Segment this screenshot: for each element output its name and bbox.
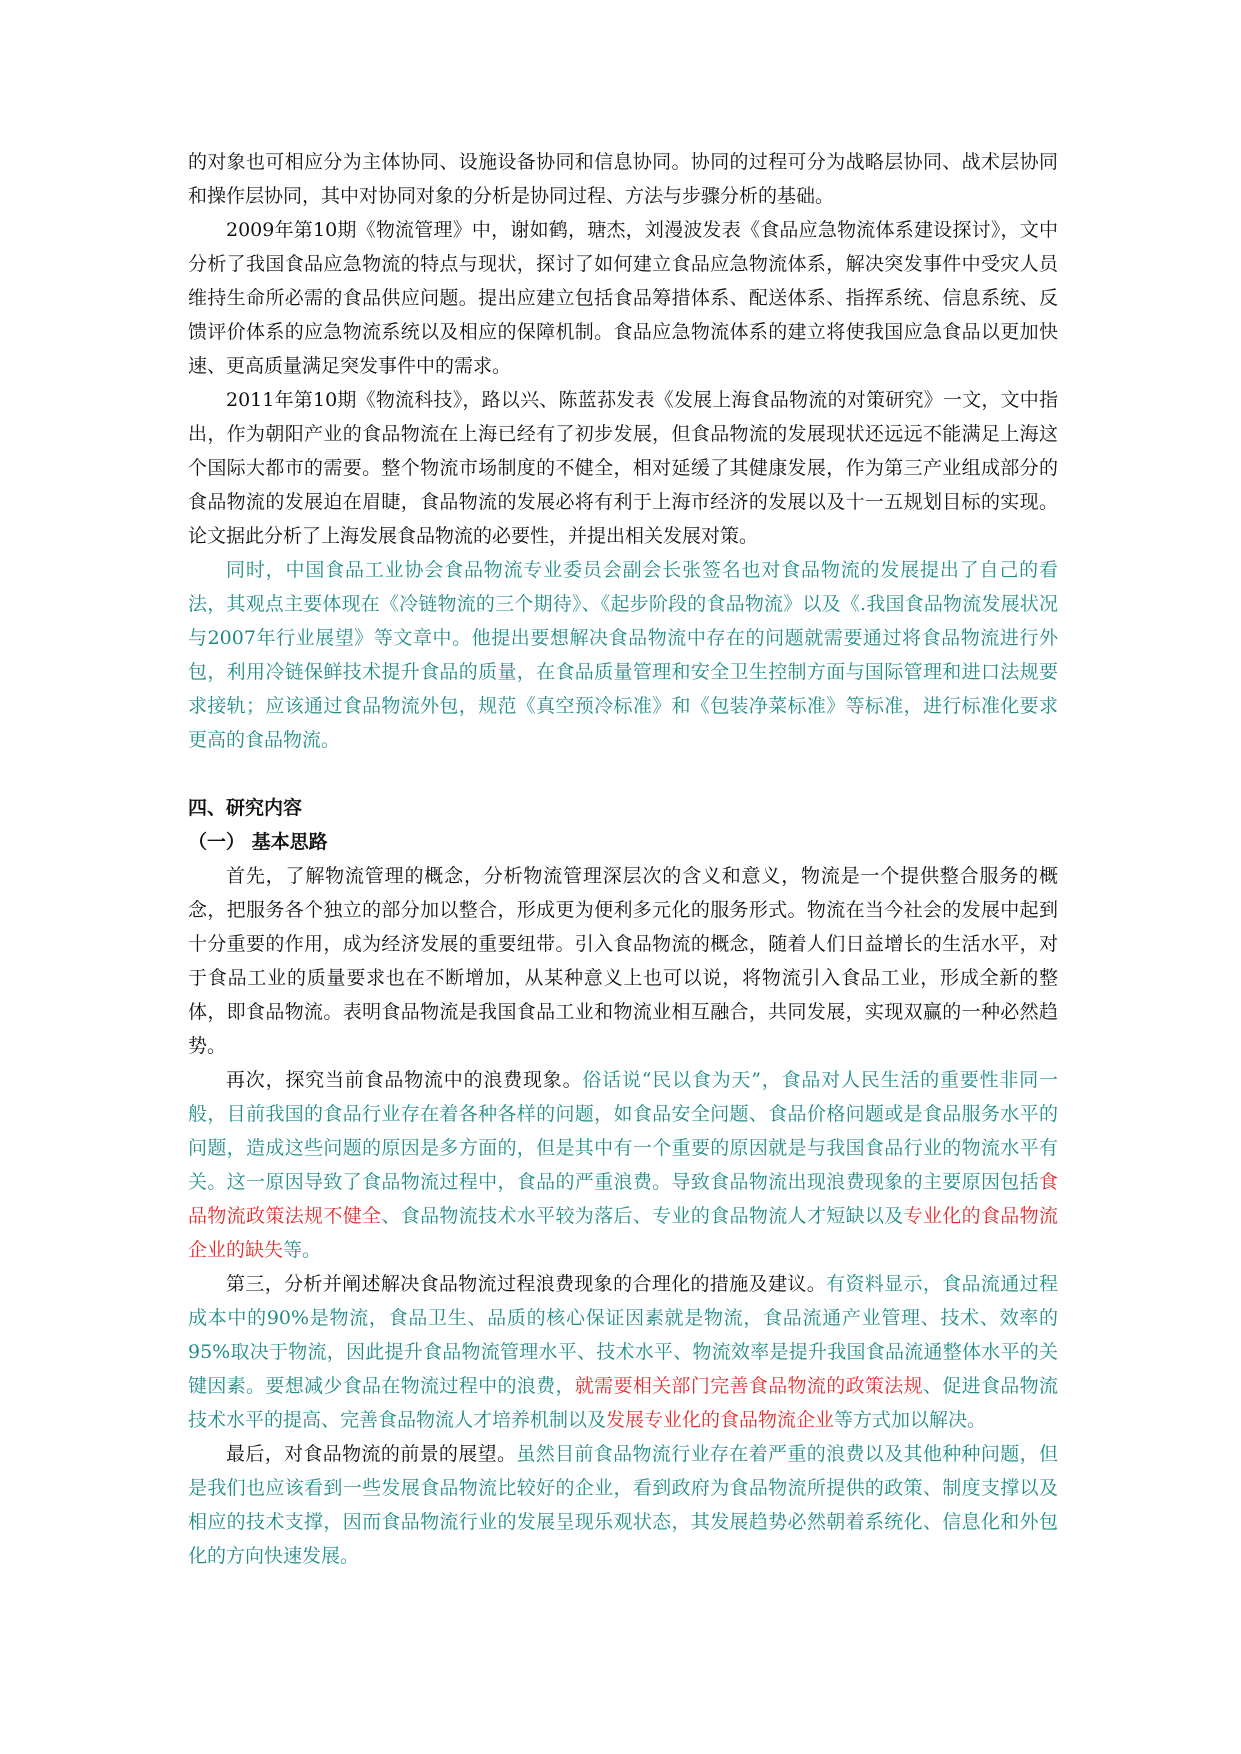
text-span: 再次，探究当前食品物流中的浪费现象。 bbox=[226, 1069, 583, 1091]
paragraph-collaboration bbox=[188, 145, 1058, 213]
teal-text-span: 、食品物流技术水平较为落后、专业的食品物流人才短缺以及 bbox=[381, 1205, 904, 1227]
paragraph-last bbox=[188, 1437, 1058, 1573]
teal-text-span: 、促进食品物流技术水平的提高、完善食品物流人才培养机制以及 bbox=[188, 1375, 1058, 1431]
text-span: 首先，了解物流管理的概念，分析物流管理深层次的含义和意义，物流是一个提供整合服务的概念，把服务各个独立的部分加以整合，形成更为便利多元化的服务形式。物流在当今社会的发展中起到十分重要的作用，成为经济发展的重要纽带。引入食品物流的概念，随着人们日益增长的生活水平，对于食品工业的质量要求也在不断增加，从某种意义上也可以说，将物流引入食品工业，形成全新的整体，即食品物流。表明食品物流是我国食品工业和物流业相互融合，共同发展，实现双赢的一种必然趋势。 bbox=[188, 865, 1058, 1057]
text-span: 2011年第10期《物流科技》，路以兴、陈蓝荪发表《发展上海食品物流的对策研究》一文，文中指出，作为朝阳产业的食品物流在上海已经有了初步发展，但食品物流的发展现状还远远不能满足上海这个国际大都市的需要。整个物流市场制度的不健全，相对延缓了其健康发展，作为第三产业组成部分的食品物流的发展迫在眉睫，食品物流的发展必将有利于上海市经济的发展以及十一五规划目标的实现。论文据此分析了上海发展食品物流的必要性，并提出相关发展对策。 bbox=[188, 389, 1058, 547]
text-span: 最后，对食品物流的前景的展望。 bbox=[226, 1443, 517, 1465]
text-span: 2009年第10期《物流管理》中，谢如鹤，瑭杰，刘漫波发表《食品应急物流体系建设探讨》，文中分析了我国食品应急物流的特点与现状，探讨了如何建立食品应急物流体系，解决突发事件中受灾人员维持生命所必需的食品供应问题。提出应建立包括食品筹措体系、配送体系、指挥系统、信息系统、反馈评价体系的应急物流系统以及相应的保障机制。食品应急物流体系的建立将使我国应急食品以更加快速、更高质量满足突发事件中的需求。 bbox=[188, 219, 1058, 377]
red-text-span: 就需要相关部门完善食品物流的政策法规 bbox=[574, 1375, 923, 1397]
teal-text-span: 虽然目前食品物流行业存在着严重的浪费以及其他种种问题，但是我们也应该看到一些发展食品物流比较好的企业，看到政府为食品物流所提供的政策、制度支撑以及相应的技术支撑，因而食品物流行业的发展呈现乐观状态，其发展趋势必然朝着系统化、信息化和外包化的方向快速发展。 bbox=[188, 1443, 1058, 1567]
document-page bbox=[188, 145, 1058, 1573]
teal-text-span: 有资料显示，食品流通过程成本中的90%是物流，食品卫生、品质的核心保证因素就是物流，食品流通产业管理、技术、效率的95%取决于物流，因此提升食品物流管理水平、技术水平、物流效率是提升我国食品流通整体水平的关键因素。要想减少食品在物流过程中的浪费， bbox=[188, 1273, 1058, 1397]
teal-text-span: 等。 bbox=[283, 1239, 322, 1261]
paragraph-zhang-views bbox=[188, 553, 1058, 757]
text-span: 的对象也可相应分为主体协同、设施设备协同和信息协同。协同的过程可分为战略层协同、战术层协同和操作层协同，其中对协同对象的分析是协同过程、方法与步骤分析的基础。 bbox=[188, 151, 1058, 207]
paragraph-first bbox=[188, 859, 1058, 1063]
blank-line bbox=[188, 757, 1058, 791]
teal-text-span: 等方式加以解决。 bbox=[834, 1409, 987, 1431]
section-heading: 四、研究内容 bbox=[188, 797, 303, 819]
subsection-heading: （一） 基本思路 bbox=[188, 831, 328, 853]
paragraph-shanghai-logistics bbox=[188, 383, 1058, 553]
red-text-span: 发展专业化的食品物流企业 bbox=[606, 1409, 835, 1431]
paragraph-emergency-logistics bbox=[188, 213, 1058, 383]
red-text-span: 食品物流政策法规不健全 bbox=[188, 1171, 1058, 1227]
teal-text-span: 俗话说“民以食为天”，食品对人民生活的重要性非同一般，目前我国的食品行业存在着各种各样的问题，如食品安全问题、食品价格问题或是食品服务水平的问题，造成这些问题的原因是多方面的，但是其中有一个重要的原因就是与我国食品行业的物流水平有关。这一原因导致了食品物流过程中，食品的严重浪费。导致食品物流出现浪费现象的主要原因包括 bbox=[188, 1069, 1058, 1193]
paragraph-second bbox=[188, 1063, 1058, 1267]
red-text-span: 专业化的食品物流企业的缺失 bbox=[188, 1205, 1058, 1261]
paragraph-third bbox=[188, 1267, 1058, 1437]
text-span: 同时，中国食品工业协会食品物流专业委员会副会长张签名也对食品物流的发展提出了自己的看法，其观点主要体现在《冷链物流的三个期待》、《起步阶段的食品物流》以及《.我国食品物流发展状况与2007年行业展望》等文章中。他提出要想解决食品物流中存在的问题就需要通过将食品物流进行外包，利用冷链保鲜技术提升食品的质量，在食品质量管理和安全卫生控制方面与国际管理和进口法规要求接轨；应该通过食品物流外包，规范《真空预冷标准》和《包装净菜标准》等标准，进行标准化要求更高的食品物流。 bbox=[188, 559, 1058, 751]
text-span: 第三，分析并阐述解决食品物流过程浪费现象的合理化的措施及建议。 bbox=[226, 1273, 827, 1295]
